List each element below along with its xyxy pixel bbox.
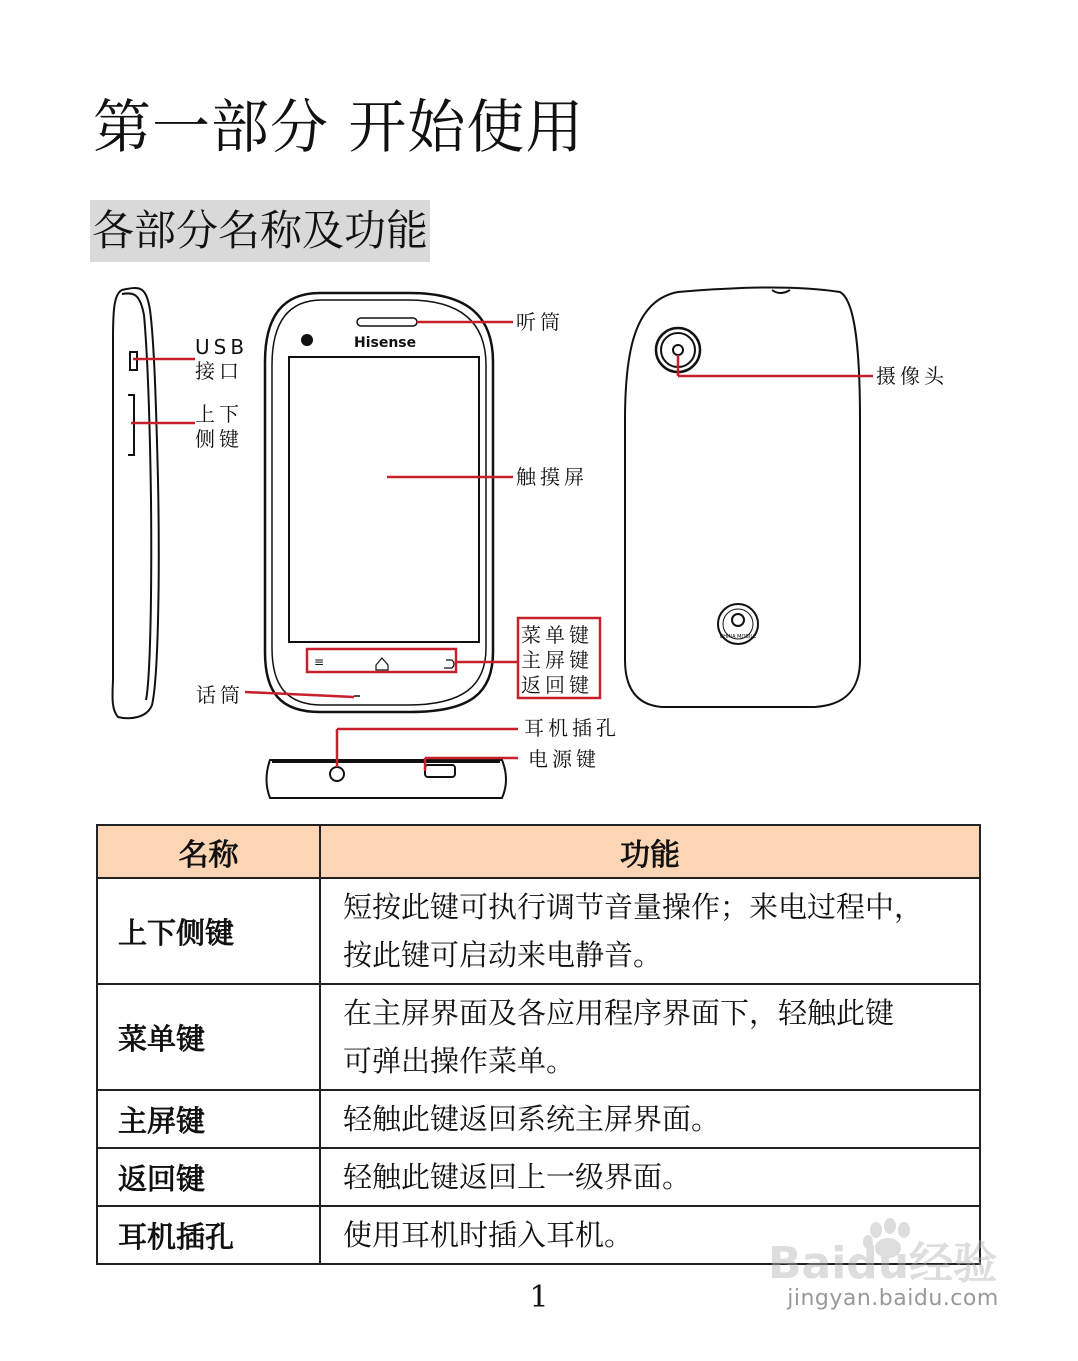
row-name: 上下侧键 [97,878,320,984]
brand-logo: Hisense [354,335,417,351]
label-home-key: 主屏键 [521,648,593,672]
label-usb-1: USB [195,335,249,359]
label-touchscreen: 触摸屏 [516,465,588,489]
label-camera: 摄像头 [876,364,948,388]
label-back-key: 返回键 [521,673,593,697]
row-name: 耳机插孔 [97,1206,320,1264]
function-line: 使用耳机时插入耳机。 [343,1218,634,1252]
watermark-url: jingyan.baidu.com [787,1286,999,1311]
row-function [320,1090,980,1148]
svg-text:≡: ≡ [314,655,325,669]
page-title: 第一部分 开始使用 [93,93,585,161]
function-line: 在主屏界面及各应用程序界面下，轻触此键 [343,996,895,1030]
function-line: 轻触此键返回系统主屏界面。 [343,1102,721,1136]
row-function [320,878,980,984]
row-function [320,1148,980,1206]
phone-back-view [625,288,860,708]
phone-side-view [113,288,159,718]
header-function: 功能 [320,825,980,878]
table-header-row [97,825,980,878]
row-name: 菜单键 [97,984,320,1090]
label-usb-2: 接口 [195,359,243,383]
label-menu-key: 菜单键 [521,623,593,647]
function-line: 按此键可启动来电静音。 [343,938,663,972]
label-mic: 话筒 [196,683,244,707]
header-name: 名称 [97,825,320,878]
phone-bottom-view [267,760,507,798]
function-table [96,824,981,1265]
row-name: 返回键 [97,1148,320,1206]
label-receiver: 听筒 [516,310,564,334]
row-function [320,984,980,1090]
function-line: 轻触此键返回上一级界面。 [343,1160,692,1194]
page-number: 1 [529,1280,549,1315]
row-name: 主屏键 [97,1090,320,1148]
function-line: 可弹出操作菜单。 [343,1044,576,1078]
table-row [97,1148,980,1206]
label-power-key: 电源键 [528,747,600,771]
label-side-key-2: 侧键 [195,427,243,451]
table-row [97,984,980,1090]
watermark-brand: Baidu经验 [768,1238,998,1289]
phone-diagram [100,280,980,810]
function-line: 短按此键可执行调节音量操作；来电过程中， [343,890,924,924]
label-side-key-1: 上下 [195,402,243,426]
table-row [97,1090,980,1148]
label-headset-jack: 耳机插孔 [524,716,620,740]
operator-logo-text: CHINA MOBILE [719,634,757,640]
section-subtitle: 各部分名称及功能 [90,200,430,262]
table-row [97,878,980,984]
